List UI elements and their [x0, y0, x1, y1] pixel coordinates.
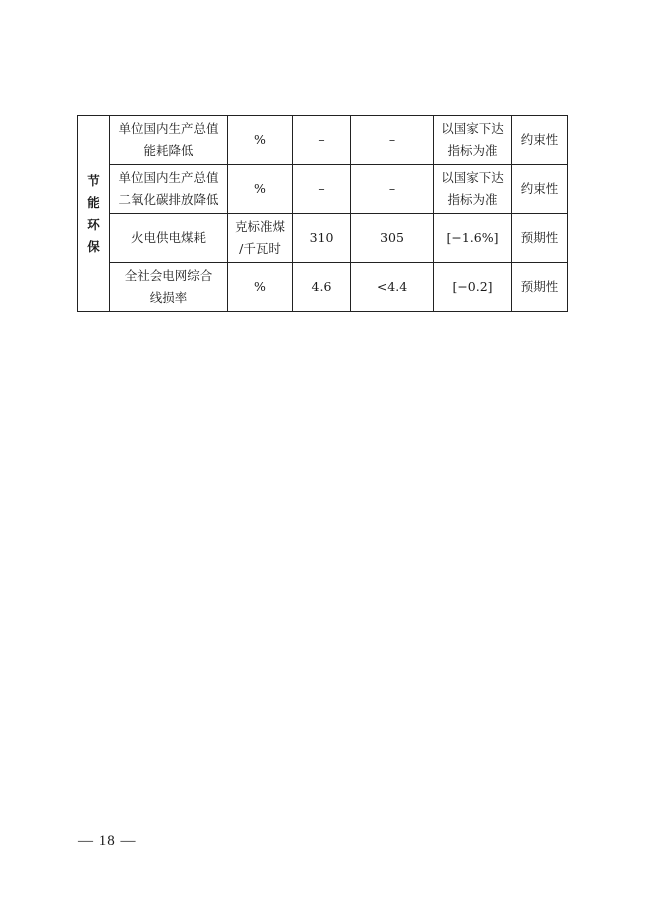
target-line: [−1.6%] — [446, 230, 499, 245]
unit-cell — [228, 116, 293, 165]
target-line: 以国家下达 — [441, 121, 504, 136]
unit-line: % — [254, 132, 266, 147]
indicator-name-line: 线损率 — [149, 290, 188, 305]
category-char: 节 — [87, 172, 100, 188]
attribute-cell: 约束性 — [512, 116, 568, 165]
target-line: 指标为准 — [447, 192, 498, 207]
unit-line: % — [254, 181, 266, 196]
value-2020-cell: – — [293, 116, 351, 165]
target-cell — [434, 263, 512, 312]
table-row — [78, 116, 568, 165]
attribute-cell: 预期性 — [512, 263, 568, 312]
category-char: 能 — [87, 194, 100, 210]
target-line: [−0.2] — [452, 279, 493, 294]
table-row — [78, 263, 568, 312]
indicator-name-line: 二氧化碳排放降低 — [118, 192, 219, 207]
value-2025-cell: 305 — [351, 214, 434, 263]
target-cell — [434, 165, 512, 214]
unit-cell — [228, 263, 293, 312]
indicator-name-line: 单位国内生产总值 — [118, 121, 219, 136]
indicator-name-cell — [110, 214, 228, 263]
value-2020-cell: 4.6 — [293, 263, 351, 312]
page-number: — 18 — — [78, 833, 137, 849]
unit-line: 克标准煤 — [234, 219, 285, 234]
attribute-cell: 预期性 — [512, 214, 568, 263]
target-cell — [434, 214, 512, 263]
unit-cell — [228, 214, 293, 263]
target-line: 以国家下达 — [441, 170, 504, 185]
indicator-name-line: 能耗降低 — [143, 143, 194, 158]
target-cell — [434, 116, 512, 165]
category-char: 保 — [87, 238, 100, 254]
table-row — [78, 165, 568, 214]
value-2025-cell: <4.4 — [351, 263, 434, 312]
unit-cell — [228, 165, 293, 214]
indicator-name-line: 全社会电网综合 — [124, 268, 213, 283]
indicator-name-line: 单位国内生产总值 — [118, 170, 219, 185]
value-2025-cell: – — [351, 116, 434, 165]
category-cell — [78, 116, 110, 312]
value-2020-cell: 310 — [293, 214, 351, 263]
indicator-table — [77, 115, 568, 312]
indicator-name-cell — [110, 263, 228, 312]
category-char: 环 — [87, 216, 100, 232]
value-2020-cell: – — [293, 165, 351, 214]
indicator-name-cell — [110, 116, 228, 165]
indicator-name-line: 火电供电煤耗 — [130, 230, 206, 245]
target-line: 指标为准 — [447, 143, 498, 158]
value-2025-cell: – — [351, 165, 434, 214]
table-row — [78, 214, 568, 263]
unit-line: /千瓦时 — [239, 241, 281, 256]
indicator-name-cell — [110, 165, 228, 214]
unit-line: % — [254, 279, 266, 294]
attribute-cell: 约束性 — [512, 165, 568, 214]
